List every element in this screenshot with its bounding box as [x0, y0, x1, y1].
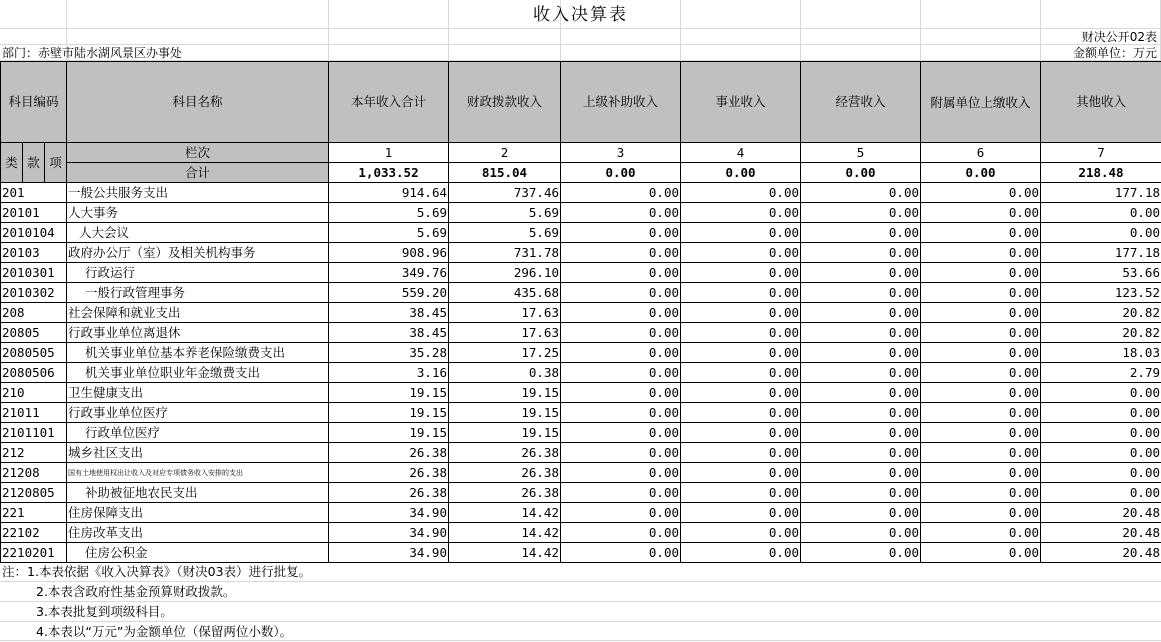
row-code[interactable]: 20101	[1, 203, 67, 223]
row-name[interactable]: 机关事业单位职业年金缴费支出	[67, 363, 329, 383]
row-code[interactable]: 2080506	[1, 363, 67, 383]
row-value-col-7[interactable]: 18.03	[1041, 343, 1161, 363]
row-name[interactable]: 政府办公厅（室）及相关机构事务	[67, 243, 329, 263]
row-name[interactable]: 人大会议	[67, 223, 329, 243]
row-value-col-7[interactable]: 177.18	[1041, 183, 1161, 203]
row-value-col-7[interactable]: 53.66	[1041, 263, 1161, 283]
row-value-col-1[interactable]: 349.76	[329, 263, 449, 283]
row-value-col-2[interactable]: 19.15	[449, 423, 561, 443]
table-row	[1, 203, 1161, 223]
row-value-col-5[interactable]: 0.00	[801, 183, 921, 203]
row-value-col-1[interactable]: 26.38	[329, 483, 449, 503]
row-value-col-4[interactable]: 0.00	[681, 323, 801, 343]
row-value-col-2[interactable]: 26.38	[449, 443, 561, 463]
row-name[interactable]: 行政事业单位离退休	[67, 323, 329, 343]
col-num-2: 2	[449, 143, 561, 163]
row-value-col-1[interactable]: 26.38	[329, 463, 449, 483]
row-value-col-6[interactable]: 0.00	[921, 203, 1041, 223]
row-value-col-4[interactable]: 0.00	[681, 483, 801, 503]
row-value-col-6[interactable]: 0.00	[921, 483, 1041, 503]
row-value-col-4[interactable]: 0.00	[681, 503, 801, 523]
row-value-col-7[interactable]: 20.82	[1041, 323, 1161, 343]
row-value-col-7[interactable]: 0.00	[1041, 383, 1161, 403]
row-value-col-3[interactable]: 0.00	[561, 543, 681, 563]
row-value-col-6[interactable]: 0.00	[921, 423, 1041, 443]
table-row	[1, 543, 1161, 563]
row-value-col-3[interactable]: 0.00	[561, 243, 681, 263]
row-code[interactable]: 212	[1, 443, 67, 463]
row-value-col-5[interactable]: 0.00	[801, 303, 921, 323]
row-name[interactable]: 行政事业单位医疗	[67, 403, 329, 423]
col-num-5: 5	[801, 143, 921, 163]
row-value-col-6[interactable]: 0.00	[921, 283, 1041, 303]
row-value-col-2[interactable]: 435.68	[449, 283, 561, 303]
row-code[interactable]: 2210201	[1, 543, 67, 563]
header-col-7: 其他收入	[1041, 62, 1161, 143]
row-value-col-5[interactable]: 0.00	[801, 503, 921, 523]
row-value-col-2[interactable]: 296.10	[449, 263, 561, 283]
row-value-col-2[interactable]: 17.63	[449, 323, 561, 343]
header-col-2: 财政拨款收入	[449, 62, 561, 143]
row-value-col-4[interactable]: 0.00	[681, 543, 801, 563]
row-value-col-4[interactable]: 0.00	[681, 343, 801, 363]
table-row	[1, 363, 1161, 383]
row-code[interactable]: 2080505	[1, 343, 67, 363]
row-value-col-2[interactable]: 26.38	[449, 483, 561, 503]
total-col-6: 0.00	[921, 163, 1041, 183]
note-1: 注：1.本表依据《收入决算表》（财决03表）进行批复。	[0, 562, 1161, 582]
row-value-col-4[interactable]: 0.00	[681, 243, 801, 263]
row-value-col-6[interactable]: 0.00	[921, 363, 1041, 383]
row-value-col-5[interactable]: 0.00	[801, 323, 921, 343]
table-row	[1, 343, 1161, 363]
form-id: 财决公开02表	[1082, 29, 1157, 45]
row-value-col-3[interactable]: 0.00	[561, 223, 681, 243]
row-value-col-5[interactable]: 0.00	[801, 423, 921, 443]
row-value-col-2[interactable]: 19.15	[449, 383, 561, 403]
gridline	[0, 28, 1161, 29]
row-value-col-4[interactable]: 0.00	[681, 303, 801, 323]
row-value-col-3[interactable]: 0.00	[561, 523, 681, 543]
table-row	[1, 483, 1161, 503]
unit-label: 金额单位：万元	[1073, 45, 1157, 61]
table-row	[1, 323, 1161, 343]
col-num-3: 3	[561, 143, 681, 163]
row-value-col-2[interactable]: 17.63	[449, 303, 561, 323]
row-code[interactable]: 2101101	[1, 423, 67, 443]
table-row	[1, 243, 1161, 263]
row-value-col-5[interactable]: 0.00	[801, 363, 921, 383]
table-row	[1, 503, 1161, 523]
row-value-col-4[interactable]: 0.00	[681, 523, 801, 543]
row-value-col-6[interactable]: 0.00	[921, 343, 1041, 363]
row-value-col-4[interactable]: 0.00	[681, 363, 801, 383]
row-name[interactable]: 行政运行	[67, 263, 329, 283]
row-value-col-5[interactable]: 0.00	[801, 463, 921, 483]
row-value-col-1[interactable]: 38.45	[329, 323, 449, 343]
page-title: 收入决算表	[0, 0, 1161, 28]
row-value-col-1[interactable]: 34.90	[329, 523, 449, 543]
row-value-col-2[interactable]: 19.15	[449, 403, 561, 423]
row-value-col-2[interactable]: 26.38	[449, 463, 561, 483]
row-value-col-1[interactable]: 5.69	[329, 203, 449, 223]
row-code[interactable]: 2010302	[1, 283, 67, 303]
row-value-col-6[interactable]: 0.00	[921, 303, 1041, 323]
row-value-col-3[interactable]: 0.00	[561, 403, 681, 423]
row-value-col-5[interactable]: 0.00	[801, 523, 921, 543]
note-2: 2.本表含政府性基金预算财政拨款。	[0, 582, 1161, 602]
row-value-col-4[interactable]: 0.00	[681, 463, 801, 483]
row-value-col-3[interactable]: 0.00	[561, 363, 681, 383]
row-value-col-2[interactable]: 731.78	[449, 243, 561, 263]
row-value-col-5[interactable]: 0.00	[801, 223, 921, 243]
row-value-col-4[interactable]: 0.00	[681, 403, 801, 423]
row-value-col-3[interactable]: 0.00	[561, 503, 681, 523]
row-value-col-4[interactable]: 0.00	[681, 183, 801, 203]
row-value-col-7[interactable]: 123.52	[1041, 283, 1161, 303]
col-num-6: 6	[921, 143, 1041, 163]
row-value-col-3[interactable]: 0.00	[561, 303, 681, 323]
table-row	[1, 303, 1161, 323]
row-value-col-6[interactable]: 0.00	[921, 323, 1041, 343]
row-value-col-1[interactable]: 19.15	[329, 383, 449, 403]
row-value-col-2[interactable]: 737.46	[449, 183, 561, 203]
row-value-col-6[interactable]: 0.00	[921, 383, 1041, 403]
row-code[interactable]: 2120805	[1, 483, 67, 503]
row-value-col-7[interactable]: 0.00	[1041, 443, 1161, 463]
row-value-col-6[interactable]: 0.00	[921, 503, 1041, 523]
row-value-col-7[interactable]: 177.18	[1041, 243, 1161, 263]
table-row	[1, 383, 1161, 403]
total-col-3: 0.00	[561, 163, 681, 183]
row-name[interactable]: 住房改革支出	[67, 523, 329, 543]
row-code[interactable]: 2010301	[1, 263, 67, 283]
row-value-col-1[interactable]: 3.16	[329, 363, 449, 383]
row-value-col-7[interactable]: 0.00	[1041, 203, 1161, 223]
total-col-4: 0.00	[681, 163, 801, 183]
row-value-col-1[interactable]: 19.15	[329, 403, 449, 423]
col-num-1: 1	[329, 143, 449, 163]
header-kuan: 款	[23, 143, 45, 183]
row-value-col-5[interactable]: 0.00	[801, 263, 921, 283]
row-value-col-3[interactable]: 0.00	[561, 283, 681, 303]
row-name[interactable]: 补助被征地农民支出	[67, 483, 329, 503]
row-value-col-3[interactable]: 0.00	[561, 463, 681, 483]
table-row	[1, 283, 1161, 303]
row-value-col-5[interactable]: 0.00	[801, 383, 921, 403]
row-value-col-7[interactable]: 0.00	[1041, 223, 1161, 243]
row-value-col-4[interactable]: 0.00	[681, 383, 801, 403]
row-value-col-6[interactable]: 0.00	[921, 243, 1041, 263]
row-value-col-6[interactable]: 0.00	[921, 183, 1041, 203]
row-value-col-4[interactable]: 0.00	[681, 203, 801, 223]
row-value-col-2[interactable]: 5.69	[449, 203, 561, 223]
row-name[interactable]: 卫生健康支出	[67, 383, 329, 403]
notes	[0, 562, 1161, 642]
total-col-7: 218.48	[1041, 163, 1161, 183]
row-value-col-1[interactable]: 34.90	[329, 543, 449, 563]
col-num-4: 4	[681, 143, 801, 163]
row-value-col-4[interactable]: 0.00	[681, 423, 801, 443]
row-value-col-1[interactable]: 914.64	[329, 183, 449, 203]
row-value-col-7[interactable]: 20.48	[1041, 523, 1161, 543]
row-value-col-6[interactable]: 0.00	[921, 523, 1041, 543]
total-col-2: 815.04	[449, 163, 561, 183]
row-code[interactable]: 20103	[1, 243, 67, 263]
table-row	[1, 403, 1161, 423]
row-name[interactable]: 城乡社区支出	[67, 443, 329, 463]
total-col-1: 1,033.52	[329, 163, 449, 183]
row-code[interactable]: 221	[1, 503, 67, 523]
header-col-6: 附属单位上缴收入	[921, 62, 1041, 143]
row-value-col-6[interactable]: 0.00	[921, 443, 1041, 463]
header-code: 科目编码	[1, 62, 67, 143]
row-name[interactable]: 住房保障支出	[67, 503, 329, 523]
row-name[interactable]: 住房公积金	[67, 543, 329, 563]
row-code[interactable]: 20805	[1, 323, 67, 343]
row-name[interactable]: 一般公共服务支出	[67, 183, 329, 203]
row-name[interactable]: 社会保障和就业支出	[67, 303, 329, 323]
table-row	[1, 263, 1161, 283]
col-num-7: 7	[1041, 143, 1161, 163]
row-value-col-3[interactable]: 0.00	[561, 443, 681, 463]
row-value-col-1[interactable]: 19.15	[329, 423, 449, 443]
row-value-col-3[interactable]: 0.00	[561, 203, 681, 223]
row-code[interactable]: 210	[1, 383, 67, 403]
row-value-col-1[interactable]: 559.20	[329, 283, 449, 303]
department-label: 部门：赤壁市陆水湖风景区办事处	[2, 45, 182, 61]
row-value-col-2[interactable]: 14.42	[449, 523, 561, 543]
row-value-col-6[interactable]: 0.00	[921, 403, 1041, 423]
row-value-col-4[interactable]: 0.00	[681, 263, 801, 283]
table-row	[1, 523, 1161, 543]
row-code[interactable]: 201	[1, 183, 67, 203]
row-value-col-5[interactable]: 0.00	[801, 283, 921, 303]
header-col-4: 事业收入	[681, 62, 801, 143]
row-name[interactable]: 国有土地使用权出让收入及对应专项债务收入安排的支出	[67, 463, 329, 483]
table-row	[1, 423, 1161, 443]
row-value-col-3[interactable]: 0.00	[561, 423, 681, 443]
row-value-col-7[interactable]: 0.00	[1041, 463, 1161, 483]
row-value-col-5[interactable]: 0.00	[801, 243, 921, 263]
table-row	[1, 183, 1161, 203]
header-lanci: 栏次	[67, 143, 329, 163]
row-value-col-5[interactable]: 0.00	[801, 443, 921, 463]
row-value-col-1[interactable]: 5.69	[329, 223, 449, 243]
row-value-col-4[interactable]: 0.00	[681, 443, 801, 463]
total-col-5: 0.00	[801, 163, 921, 183]
row-value-col-7[interactable]: 20.48	[1041, 503, 1161, 523]
row-value-col-2[interactable]: 0.38	[449, 363, 561, 383]
row-name[interactable]: 行政单位医疗	[67, 423, 329, 443]
row-code[interactable]: 21208	[1, 463, 67, 483]
row-value-col-6[interactable]: 0.00	[921, 543, 1041, 563]
row-value-col-1[interactable]: 26.38	[329, 443, 449, 463]
row-value-col-2[interactable]: 14.42	[449, 543, 561, 563]
row-value-col-3[interactable]: 0.00	[561, 183, 681, 203]
row-value-col-7[interactable]: 2.79	[1041, 363, 1161, 383]
table-row	[1, 463, 1161, 483]
row-value-col-2[interactable]: 14.42	[449, 503, 561, 523]
row-value-col-5[interactable]: 0.00	[801, 483, 921, 503]
row-code[interactable]: 22102	[1, 523, 67, 543]
row-value-col-7[interactable]: 0.00	[1041, 403, 1161, 423]
row-name[interactable]: 机关事业单位基本养老保险缴费支出	[67, 343, 329, 363]
header-col-5: 经营收入	[801, 62, 921, 143]
header-xiang: 项	[45, 143, 67, 183]
note-3: 3.本表批复到项级科目。	[0, 602, 1161, 622]
row-value-col-2[interactable]: 5.69	[449, 223, 561, 243]
row-value-col-7[interactable]: 0.00	[1041, 483, 1161, 503]
row-value-col-3[interactable]: 0.00	[561, 263, 681, 283]
row-value-col-7[interactable]: 0.00	[1041, 423, 1161, 443]
income-table	[0, 61, 1161, 563]
row-value-col-5[interactable]: 0.00	[801, 543, 921, 563]
row-value-col-5[interactable]: 0.00	[801, 343, 921, 363]
header-col-1: 本年收入合计	[329, 62, 449, 143]
row-value-col-3[interactable]: 0.00	[561, 343, 681, 363]
row-value-col-5[interactable]: 0.00	[801, 403, 921, 423]
row-value-col-4[interactable]: 0.00	[681, 283, 801, 303]
row-name[interactable]: 一般行政管理事务	[67, 283, 329, 303]
row-name[interactable]: 人大事务	[67, 203, 329, 223]
header-lei: 类	[1, 143, 23, 183]
header-col-3: 上级补助收入	[561, 62, 681, 143]
row-value-col-1[interactable]: 34.90	[329, 503, 449, 523]
header-name: 科目名称	[67, 62, 329, 143]
row-code[interactable]: 21011	[1, 403, 67, 423]
row-value-col-6[interactable]: 0.00	[921, 263, 1041, 283]
row-value-col-3[interactable]: 0.00	[561, 483, 681, 503]
row-value-col-3[interactable]: 0.00	[561, 323, 681, 343]
row-value-col-4[interactable]: 0.00	[681, 223, 801, 243]
row-value-col-6[interactable]: 0.00	[921, 463, 1041, 483]
row-value-col-5[interactable]: 0.00	[801, 203, 921, 223]
total-label: 合计	[67, 163, 329, 183]
row-code[interactable]: 2010104	[1, 223, 67, 243]
row-value-col-1[interactable]: 38.45	[329, 303, 449, 323]
row-value-col-7[interactable]: 20.82	[1041, 303, 1161, 323]
row-value-col-3[interactable]: 0.00	[561, 383, 681, 403]
note-4: 4.本表以“万元”为金额单位（保留两位小数）。	[0, 622, 1161, 642]
row-code[interactable]: 208	[1, 303, 67, 323]
row-value-col-6[interactable]: 0.00	[921, 223, 1041, 243]
row-value-col-1[interactable]: 35.28	[329, 343, 449, 363]
table-row	[1, 443, 1161, 463]
row-value-col-7[interactable]: 20.48	[1041, 543, 1161, 563]
table-row	[1, 223, 1161, 243]
row-value-col-1[interactable]: 908.96	[329, 243, 449, 263]
row-value-col-2[interactable]: 17.25	[449, 343, 561, 363]
